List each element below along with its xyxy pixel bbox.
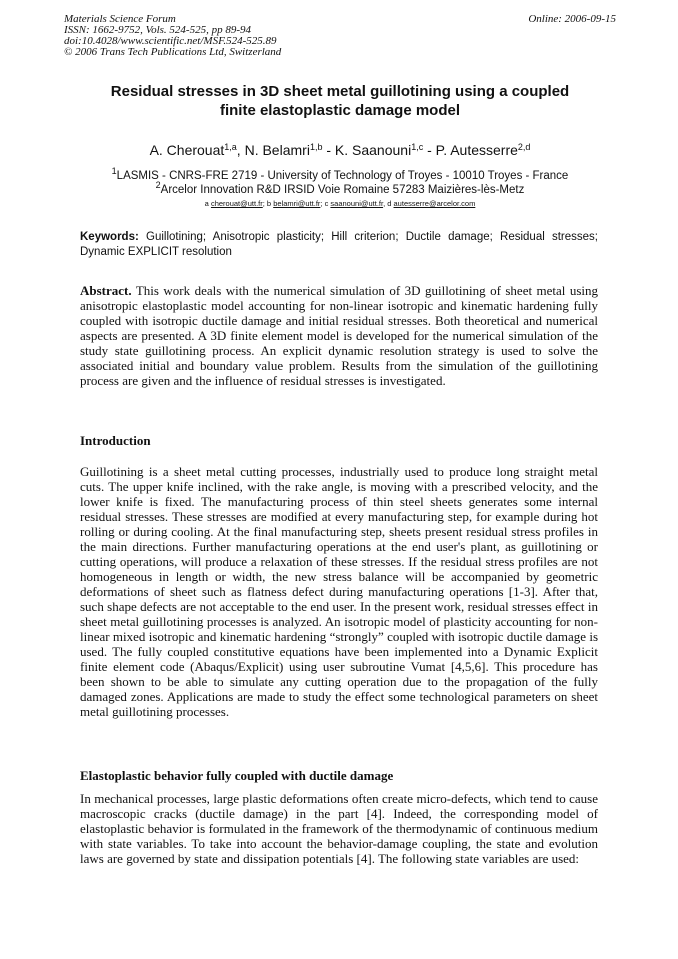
keywords-label: Keywords: [80, 231, 139, 243]
affiliation-1 [64, 166, 616, 183]
abstract-label: Abstract. [80, 283, 132, 298]
affiliation-text: LASMIS - CNRS-FRE 2719 - University of Technology of Troyes - 10010 Troyes - France [116, 170, 569, 182]
author-separator: , [236, 142, 245, 158]
title-line-1: Residual stresses in 3D sheet metal guillotining using a coupled [110, 83, 570, 100]
email-link[interactable]: cherouat@utt.fr [210, 199, 263, 208]
author-name: N. Belamri [244, 142, 310, 158]
email-label: b [266, 199, 272, 208]
affiliation-text: Arcelor Innovation R&D IRSID Voie Romaine 57283 Maizières-lès-Metz [160, 184, 525, 196]
email-link[interactable]: belamri@utt.fr [273, 199, 321, 208]
keywords-text: Guillotining; Anisotropic plasticity; Hill criterion; Ductile damage; Residual stresses; Dynamic EXPLICIT resolution [80, 231, 598, 258]
email-label: a [204, 199, 209, 208]
email-line: a cherouat@utt.fr; b belamri@utt.fr; c saanouni@utt.fr, d autesserre@arcelor.com [204, 199, 476, 208]
issn-line: ISSN: 1662-9752, Vols. 524-525, pp 89-94 [64, 24, 251, 36]
email-label: d [387, 199, 392, 208]
author-name: A. Cherouat [149, 142, 225, 158]
paper-title [64, 82, 616, 120]
email-link[interactable]: saanouni@utt.fr [330, 199, 384, 208]
author-affiliation-sup: 1,a [224, 142, 237, 152]
affiliation-sup: 1 [111, 166, 117, 176]
affiliation-sup: 2 [155, 180, 161, 190]
author-name: P. Autesserre [435, 142, 518, 158]
online-date: Online: 2006-09-15 [528, 13, 616, 25]
abstract-paragraph [80, 283, 598, 388]
abstract-text: This work deals with the numerical simulation of 3D guillotining of sheet metal using anisotropic elastoplastic model accounting for non-linear isotropic and kinematic hardening fully coupled with isotropic ductile damage and initial residual stresses. Both theoretical and numerical aspects are presented. A 3D finite element model is developed for the numerical simulation of the study state guillotining process. An explicit dynamic resolution strategy is used to solve the associated initial and boundary value problem. Results from the simulation of the guillotining process are given and the influence of residual stresses is investigated. [80, 283, 599, 388]
author-name: K. Saanouni [334, 142, 412, 158]
author-separator: - [322, 142, 335, 158]
section-paragraph: In mechanical processes, large plastic deformations often create micro-defects, which tend to cause macroscopic cracks (ductile damage) in the part [4]. Indeed, the corresponding model of elastoplastic behavior is formulated in the framework of the thermodynamic of continuous medium with state variables. To take into account the behavior-damage coupling, the state and evolution laws are governed by state and dissipation potentials [4]. The following state variables are used: [80, 791, 598, 866]
author-affiliation-sup: 2,d [517, 142, 531, 152]
intro-heading: Introduction [80, 433, 151, 448]
author-affiliation-sup: 1,b [309, 142, 323, 152]
email-link[interactable]: autesserre@arcelor.com [393, 199, 476, 208]
intro-paragraph: Guillotining is a sheet metal cutting processes, industrially used to produce long straight metal cuts. The upper knife inclined, with the rake angle, is moving with a prescribed velocity, and the lower knife is fixed. The manufacturing process of thin steel sheets generates some internal residual stresses. These stresses are modified at every manufacturing step, for example during hot rolling or during cooling. At the final manufacturing step, sheets present residual stress profiles in the main directions. Further manufacturing operations at the end user's plant, as guillotining or cutting operations, will produce a relaxation of these stresses. If the residual stress profiles are not homogeneous in length or width, the new stress balance will be accompanied by geometric deformations of sheet such as flatness defect during manufacturing operations [1-3]. After that, such shape defects are not acceptable to the end user. In the present work, residual stresses effect in sheet metal guillotining processes is analyzed. An isotropic model of plasticity accounting for non-linear mixed isotropic and kinematic hardening “strongly” coupled with isotropic ductile damage is used. The fully coupled constitutive equations have been implemented into a Dynamic Explicit finite element code (Abaqus/Explicit) using user subroutine Vumat [4,5,6]. This procedure has been shown to be able to simulate any cutting operation due to the propagation of the fully damaged zones. Applications are made to study the effect some technological parameters on sheet metal guillotining processes. [80, 464, 598, 719]
author-separator: - [423, 142, 436, 158]
title-line-2: finite elastoplastic damage model [219, 102, 461, 119]
affiliation-2 [64, 180, 616, 197]
email-label: c [324, 199, 329, 208]
copyright-line: © 2006 Trans Tech Publications Ltd, Switzerland [64, 46, 282, 58]
author-list [64, 142, 616, 158]
journal-header [64, 14, 616, 58]
journal-name: Materials Science Forum [64, 13, 176, 25]
section-heading: Elastoplastic behavior fully coupled with ductile damage [80, 768, 394, 783]
doi-line[interactable]: doi:10.4028/www.scientific.net/MSF.524-525.89 [64, 35, 277, 47]
author-affiliation-sup: 1,c [411, 142, 424, 152]
keywords-block [80, 230, 598, 260]
